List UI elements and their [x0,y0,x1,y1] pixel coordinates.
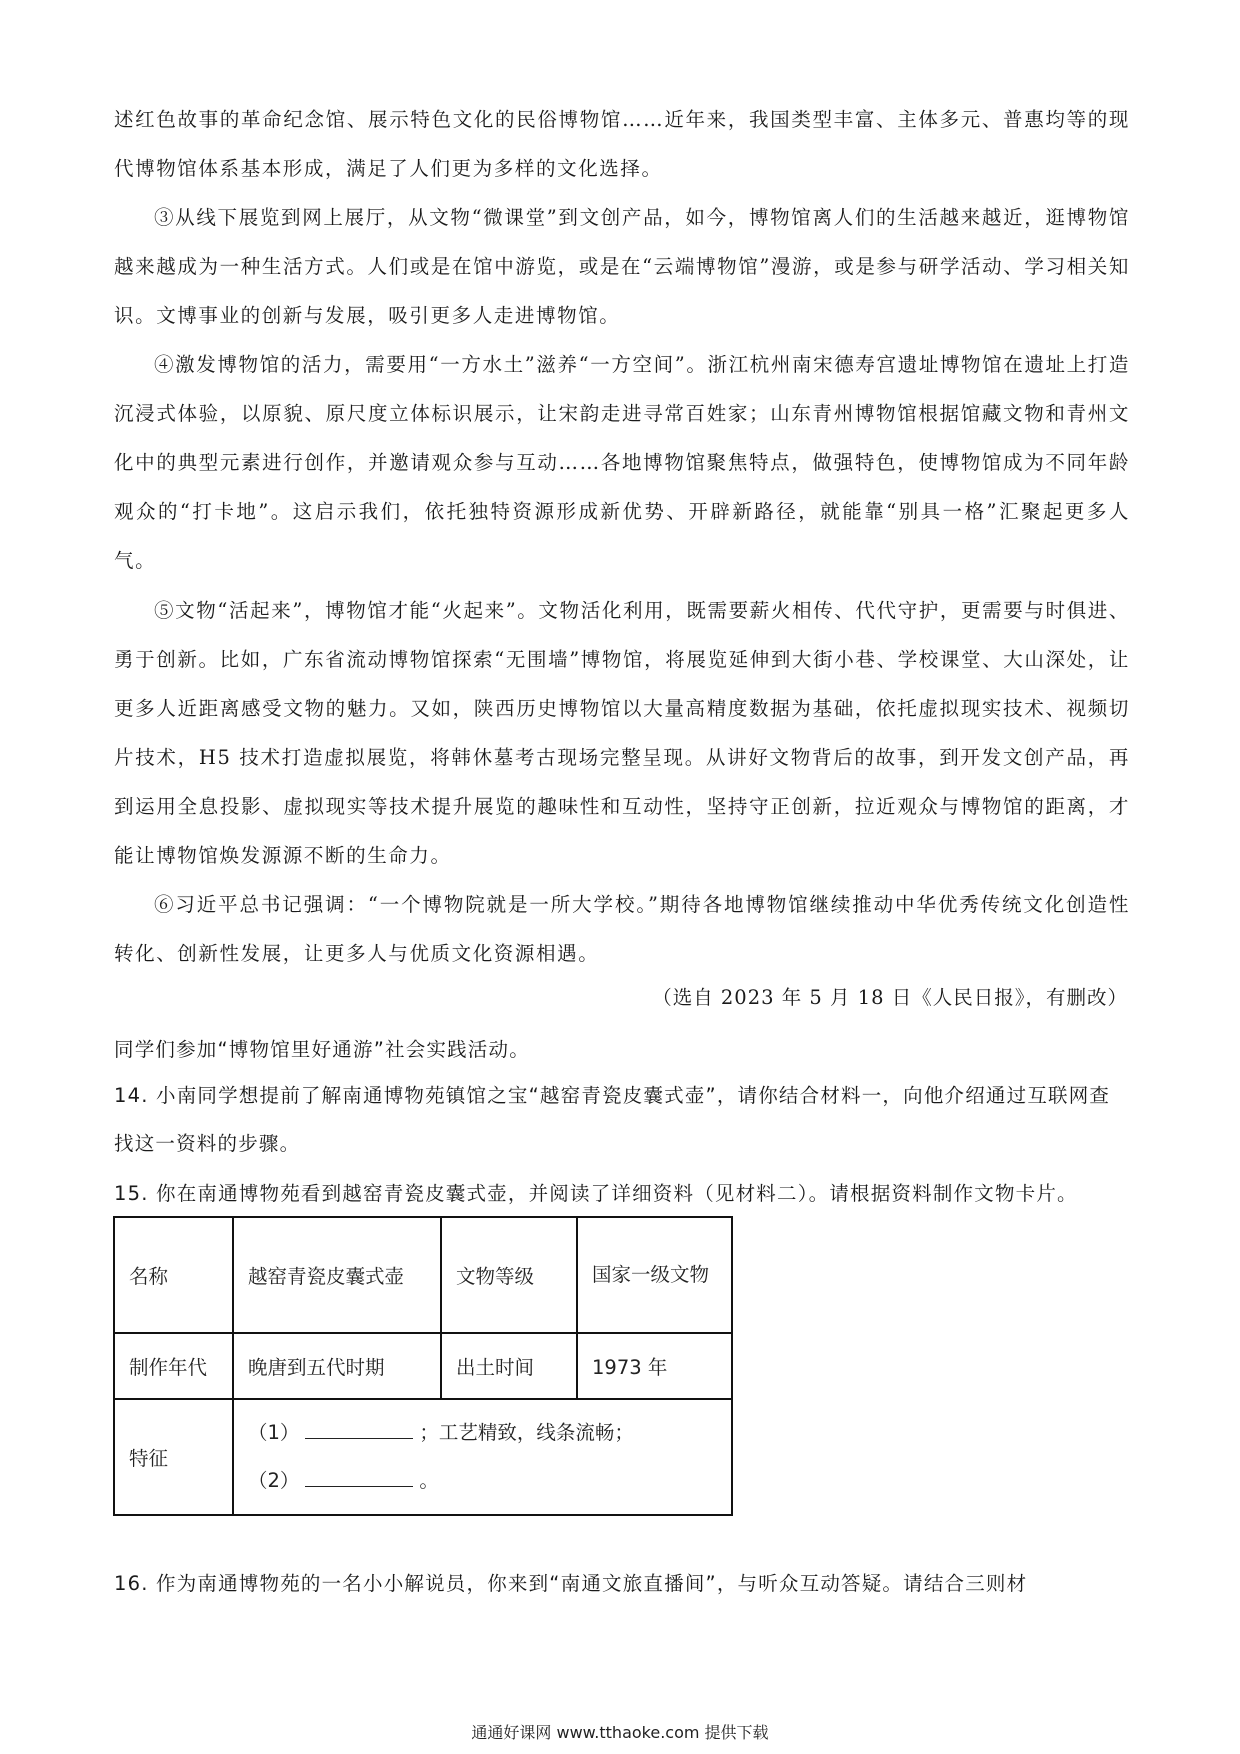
feature-cell [233,1399,732,1515]
paragraph-4: ④激发博物馆的活力，需要用“一方水土”滋养“一方空间”。浙江杭州南宋德寿宫遗址博物馆在遗址上打造沉浸式体验，以原貌、原尺度立体标识展示，让宋韵走进寻常百姓家；山东青州博物馆根据馆藏文物和青州文化中的典型元素进行创作，并邀请观众参与互动……各地博物馆聚焦特点，做强特色，使博物馆成为不同年龄观众的“打卡地”。这启示我们，依托独特资源形成新优势、开辟新路径，就能靠“别具一格”汇聚起更多人气。 [114,353,1130,572]
feature-2-prefix: （2） [248,1469,300,1492]
paragraph-5: ⑤文物“活起来”，博物馆才能“火起来”。文物活化利用，既需要薪火相传、代代守护，更需要与时俱进、勇于创新。比如，广东省流动博物馆探索“无围墙”博物馆，将展览延伸到大街小巷、学校课堂、大山深处，让更多人近距离感受文物的魅力。又如，陕西历史博物馆以大量高精度数据为基础，依托虚拟现实技术、视频切片技术，H5 技术打造虚拟展览，将韩休墓考古现场完整呈现。从讲好文物背后的故事，到开发文创产品，再到运用全息投影、虚拟现实等技术提升展览的趣味性和互动性，坚持守正创新，拉近观众与博物馆的距离，才能让博物馆焕发源源不断的生命力。 [114,599,1130,867]
unearth-value: 1973 年 [577,1333,732,1399]
activity-intro: 同学们参加“博物馆里好通游”社会实践活动。 [114,1038,530,1061]
question-14: 14. 小南同学想提前了解南通博物苑镇馆之宝“越窑青瓷皮囊式壶”，请你结合材料一，向他介绍通过互联网查找这一资料的步骤。 [114,1084,1111,1155]
grade-value: 国家一级文物 [577,1217,732,1333]
answer-blank-1[interactable] [305,1420,413,1439]
era-value: 晚唐到五代时期 [233,1333,441,1399]
artifact-card-table [113,1216,733,1516]
feature-2-suffix: 。 [419,1469,439,1492]
feature-line-1 [248,1409,717,1457]
paragraph-2-continued: 述红色故事的革命纪念馆、展示特色文化的民俗博物馆……近年来，我国类型丰富、主体多元、普惠均等的现代博物馆体系基本形成，满足了人们更为多样的文化选择。 [114,108,1130,180]
footer-credit: 通通好课网 www.tthaoke.com 提供下载 [471,1723,769,1742]
paragraph-6: ⑥习近平总书记强调：“一个博物院就是一所大学校。”期待各地博物馆继续推动中华优秀传统文化创造性转化、创新性发展，让更多人与优质文化资源相遇。 [114,893,1130,965]
table-row [114,1399,732,1515]
question-16: 16. 作为南通博物苑的一名小小解说员，你来到“南通文旅直播间”，与听众互动答疑。请结合三则材 [114,1572,1028,1595]
paragraph-3: ③从线下展览到网上展厅，从文物“微课堂”到文创产品，如今，博物馆离人们的生活越来越近，逛博物馆越来越成为一种生活方式。人们或是在馆中游览，或是在“云端博物馆”漫游，或是参与研学活动、学习相关知识。文博事业的创新与发展，吸引更多人走进博物馆。 [114,206,1130,327]
source-citation: （选自 2023 年 5 月 18 日《人民日报》，有删改） [652,986,1128,1009]
unearth-label: 出土时间 [441,1333,577,1399]
answer-blank-2[interactable] [305,1468,413,1487]
grade-label: 文物等级 [441,1217,577,1333]
question-15: 15. 你在南通博物苑看到越窑青瓷皮囊式壶，并阅读了详细资料（见材料二）。请根据资料制作文物卡片。 [114,1182,1078,1205]
name-value: 越窑青瓷皮囊式壶 [233,1217,441,1333]
feature-1-prefix: （1） [248,1421,300,1444]
feature-1-suffix: ；工艺精致，线条流畅； [419,1421,634,1444]
table-row [114,1217,732,1333]
feature-label: 特征 [114,1399,233,1515]
feature-line-2 [248,1457,717,1505]
name-label: 名称 [114,1217,233,1333]
table-row [114,1333,732,1399]
era-label: 制作年代 [114,1333,233,1399]
